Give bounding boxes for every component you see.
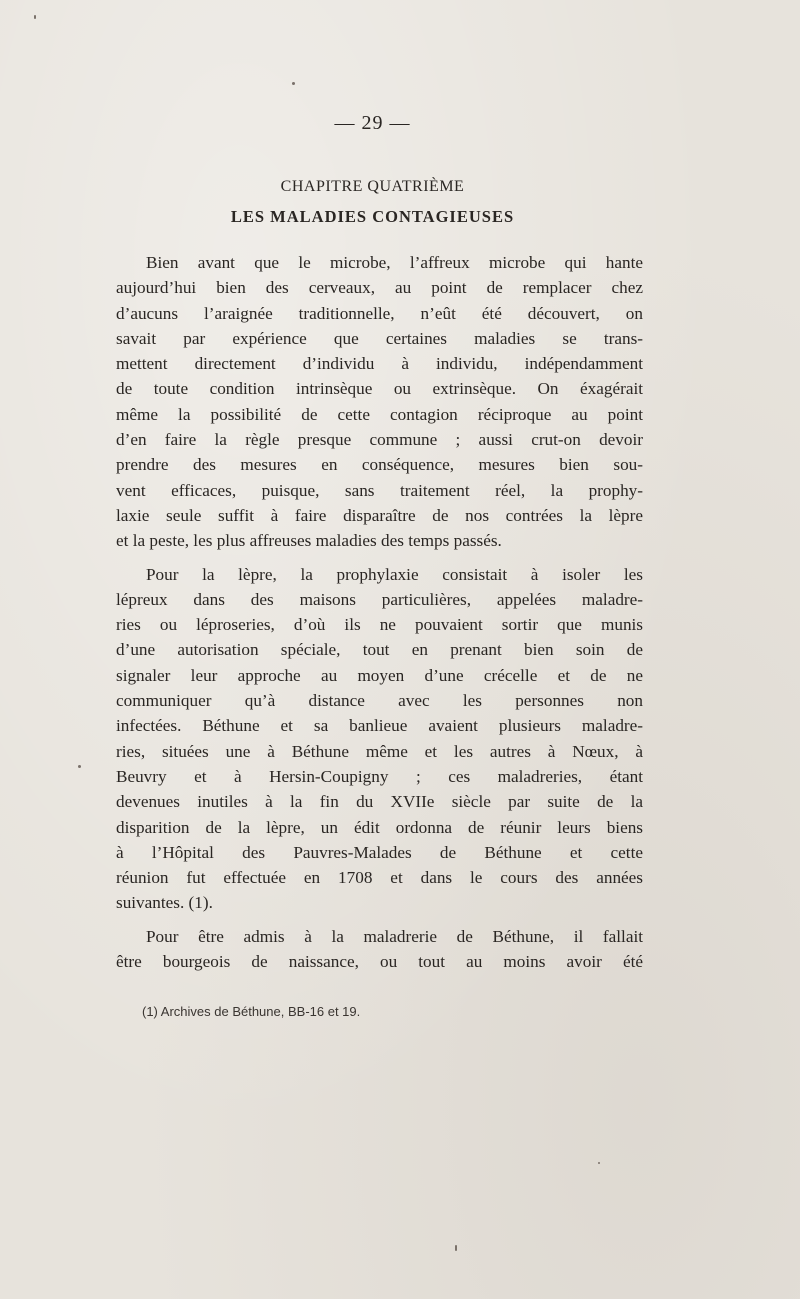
text-line: ries ou léproseries, d’où ils ne pouvaient sortir que munis — [116, 615, 643, 635]
text-line: d’en faire la règle presque commune ; aussi crut-on devoir — [116, 430, 643, 450]
text-line: Beuvry et à Hersin-Coupigny ; ces maladreries, étant — [116, 766, 643, 786]
text-line: d’une autorisation spéciale, tout en prenant bien soin de — [116, 640, 643, 660]
text-line: Bien avant que le microbe, l’affreux microbe qui hante — [146, 253, 643, 272]
paper-speck — [78, 765, 81, 768]
text-line: même la possibilité de cette contagion réciproque au point — [116, 404, 643, 424]
text-line: prendre des mesures en conséquence, mesures bien sou- — [116, 455, 643, 475]
body-text — [116, 250, 643, 982]
chapter-title: LES MALADIES CONTAGIEUSES — [230, 207, 515, 226]
text-line: communiquer qu’à distance avec les personnes non — [116, 691, 643, 711]
text-line: lépreux dans des maisons particulières, appelées maladre- — [116, 589, 643, 609]
text-line: d’aucuns l’araignée traditionnelle, n’eût été découvert, on — [116, 303, 643, 323]
text-line: infectées. Béthune et sa banlieue avaient plusieurs maladre- — [116, 716, 643, 736]
paragraph-1 — [116, 250, 643, 554]
paragraph-2 — [116, 562, 643, 916]
text-line: et la peste, les plus affreuses maladies des temps passés. — [116, 531, 502, 551]
text-line: réunion fut effectuée en 1708 et dans le cours des années — [116, 868, 643, 888]
text-line: de toute condition intrinsèque ou extrinsèque. On éxagérait — [116, 379, 643, 399]
paper-speck — [455, 1245, 457, 1251]
paper-speck — [34, 15, 36, 19]
text-line: disparition de la lèpre, un édit ordonna de réunir leurs biens — [116, 817, 643, 837]
text-line: devenues inutiles à la fin du XVIIe siècle par suite de la — [116, 792, 643, 812]
paper-speck — [598, 1162, 600, 1164]
text-line: suivantes. (1). — [116, 893, 213, 913]
text-line: signaler leur approche au moyen d’une crécelle et de ne — [116, 665, 643, 685]
page-number: — 29 — — [334, 112, 411, 134]
text-line: ries, situées une à Béthune même et les autres à Nœux, à — [116, 741, 643, 761]
footnote: (1) Archives de Béthune, BB-16 et 19. — [142, 1004, 361, 1019]
chapter-heading: CHAPITRE QUATRIÈME — [280, 178, 465, 195]
text-line: aujourd’hui bien des cerveaux, au point de remplacer chez — [116, 278, 643, 298]
text-line: Pour la lèpre, la prophylaxie consistait à isoler les — [146, 564, 643, 584]
text-line: Pour être admis à la maladrerie de Béthune, il fallait — [146, 926, 643, 946]
text-line: vent efficaces, puisque, sans traitement réel, la prophy- — [116, 480, 643, 500]
text-line: savait par expérience que certaines maladies se trans- — [116, 328, 643, 348]
text-line: à l’Hôpital des Pauvres-Malades de Béthune et cette — [116, 842, 643, 862]
text-line: mettent directement d’individu à individu, indépendamment — [116, 354, 643, 374]
paper-speck — [292, 82, 295, 85]
text-line: laxie seule suffit à faire disparaître de nos contrées la lèpre — [116, 505, 643, 525]
text-line: être bourgeois de naissance, ou tout au moins avoir été — [116, 952, 643, 972]
paragraph-3 — [116, 924, 643, 975]
